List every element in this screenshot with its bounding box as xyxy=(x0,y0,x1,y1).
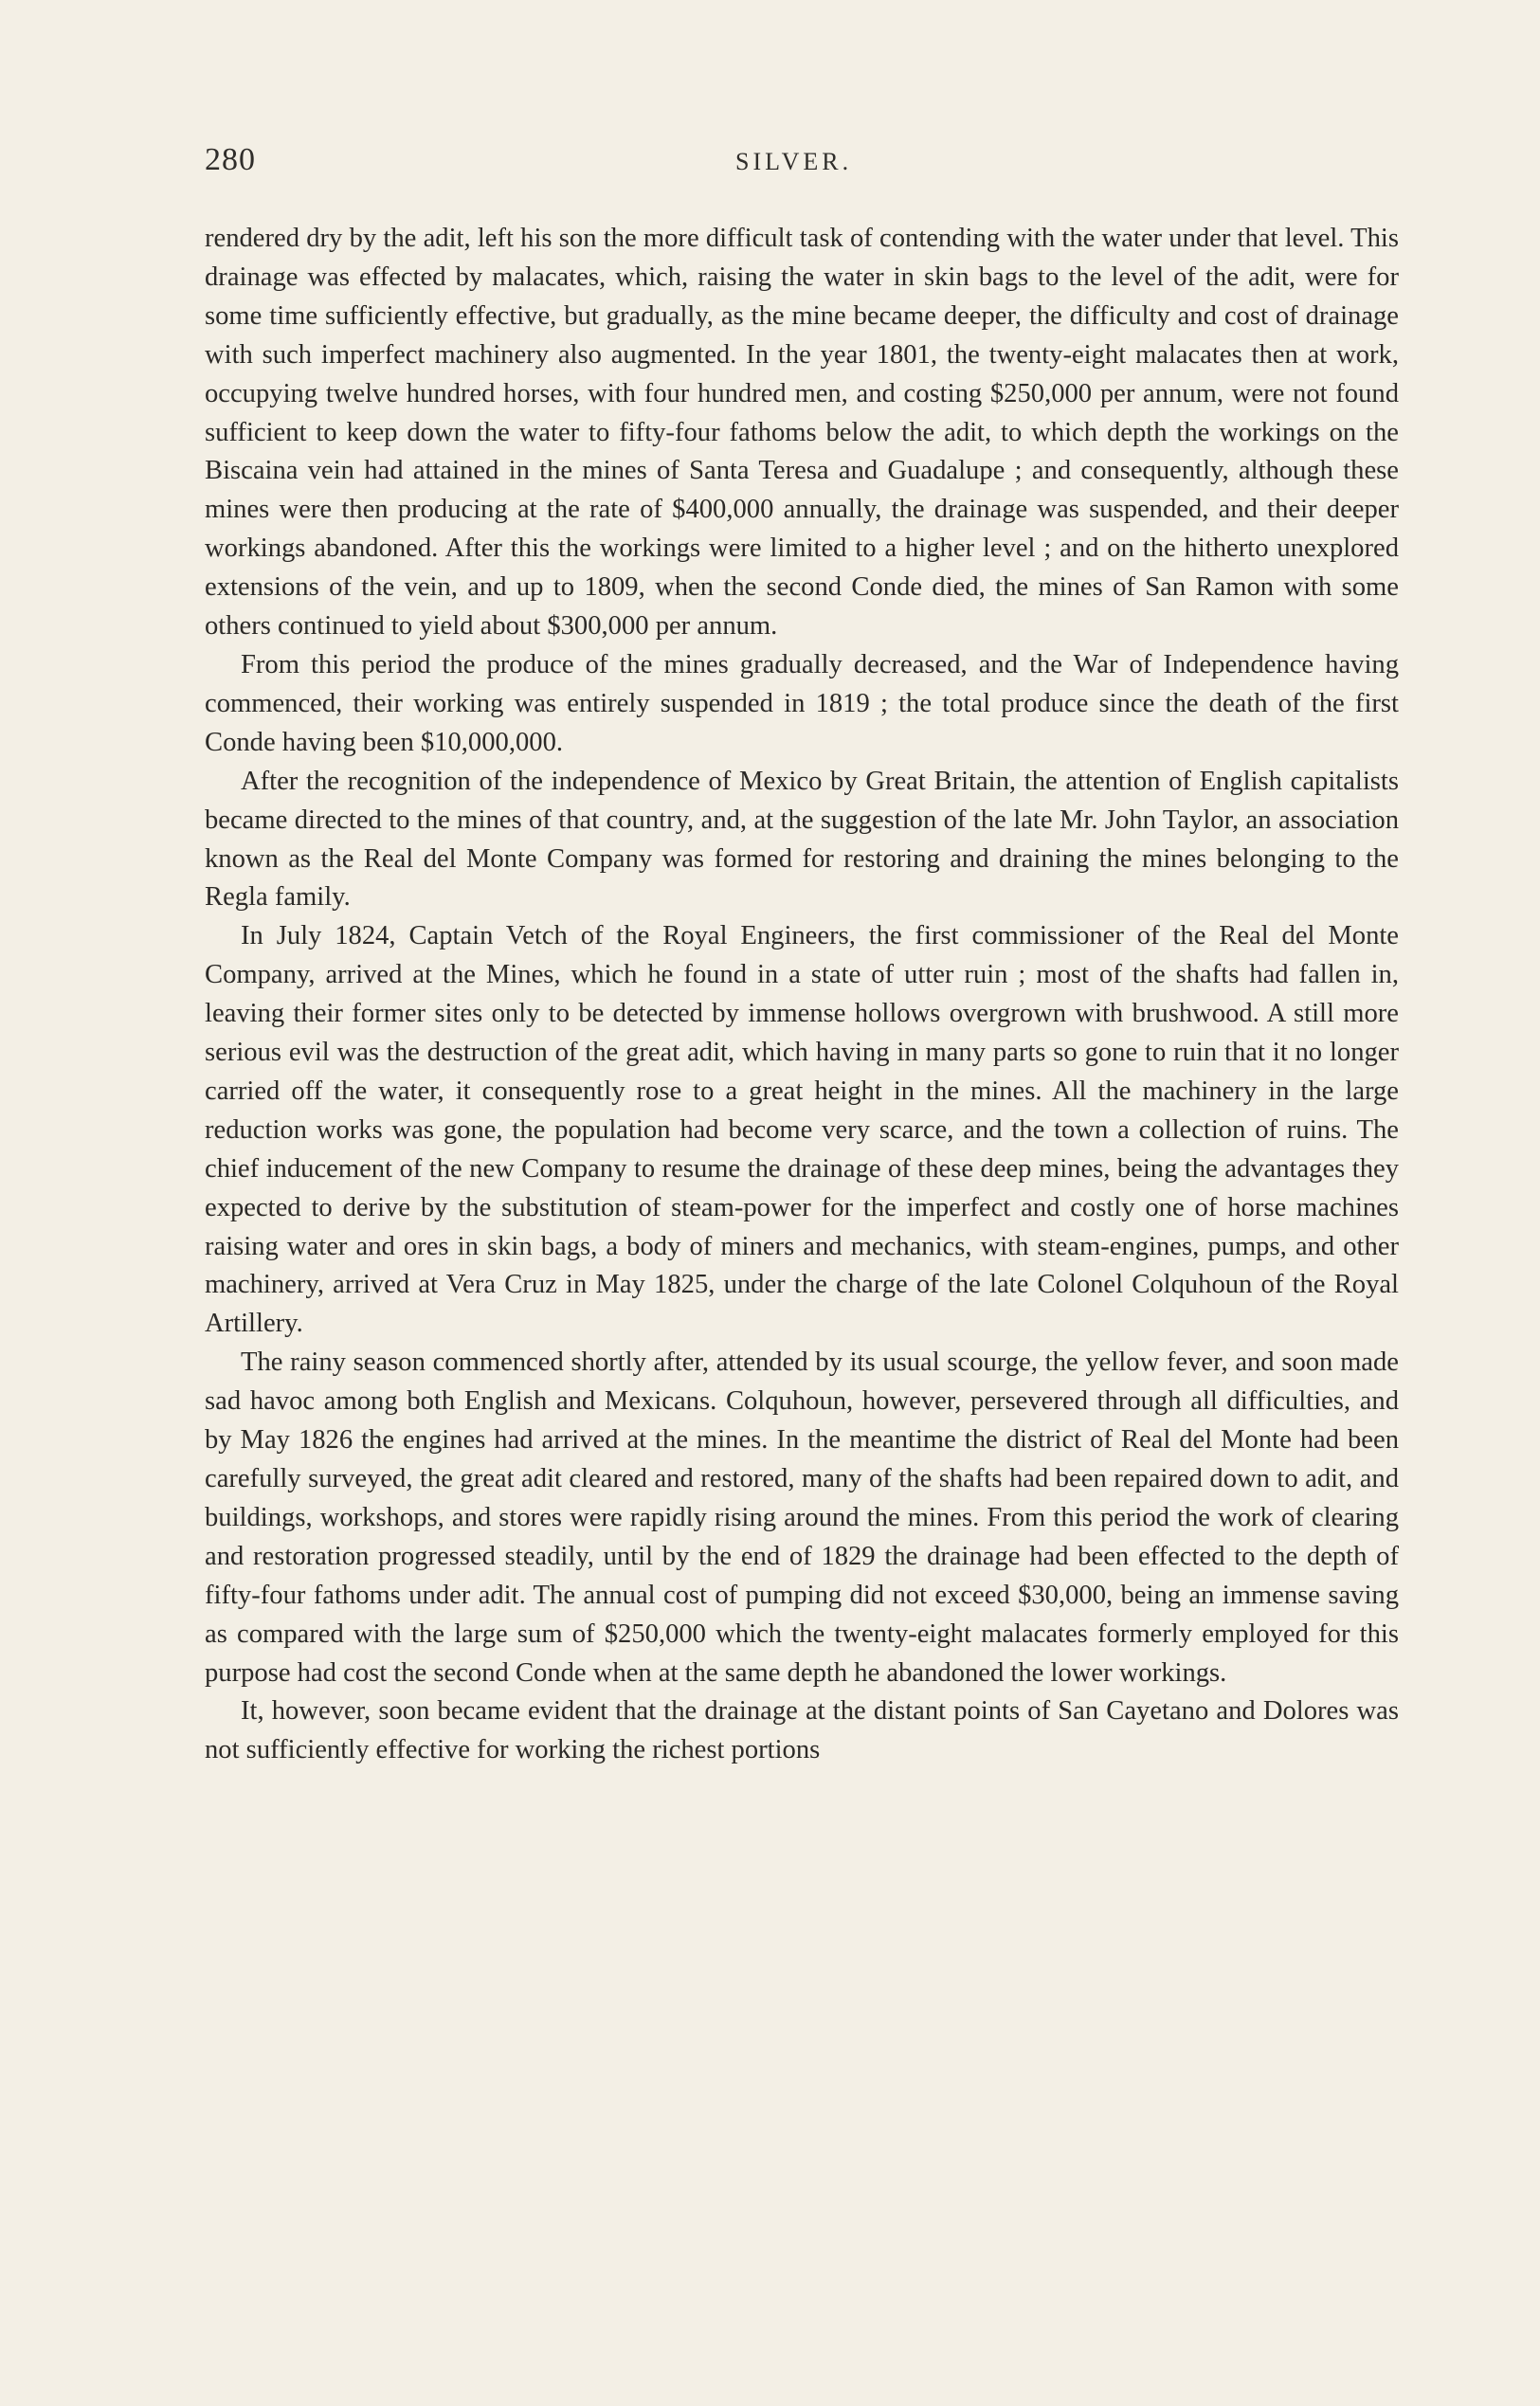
paragraph-continued: rendered dry by the adit, left his son the more difficult task of contending with the water under that level. This drainage was effected by malacates, which, raising the water in skin bags to the level of the adit, were for some time sufficiently effective, but gradually, as the mine became deeper, the difficulty and cost of drainage with such imperfect machinery also augmented. In the year 1801, the twenty-eight malacates then at work, occupying twelve hundred horses, with four hundred men, and costing $250,000 per annum, were not found sufficient to keep down the water to fifty-four fathoms below the adit, to which depth the workings on the Biscaina vein had attained in the mines of Santa Teresa and Guadalupe ; and consequently, although these mines were then producing at the rate of $400,000 annually, the drainage was suspended, and their deeper workings abandoned. After this the workings were limited to a higher level ; and on the hitherto unexplored extensions of the vein, and up to 1809, when the second Conde died, the mines of San Ramon with some others continued to yield about $300,000 per annum. xyxy=(205,224,1399,642)
paragraph: The rainy season commenced shortly after, attended by its usual scourge, the yellow fever, and soon made sad havoc among both English and Mexicans. Colquhoun, however, persevered through all difficulties, and by May 1826 the engines had arrived at the mines. In the meantime the district of Real del Monte had been carefully surveyed, the great adit cleared and restored, many of the shafts had been repaired down to adit, and buildings, workshops, and stores were rapidly rising around the mines. From this period the work of clearing and restoration progressed steadily, until by the end of 1829 the drainage had been effected to the depth of fifty-four fathoms under adit. The annual cost of pumping did not exceed $30,000, being an immense saving as compared with the large sum of $250,000 which the twenty-eight malacates formerly employed for this purpose had cost the second Conde when at the same depth he abandoned the lower workings. xyxy=(205,1348,1399,1688)
paragraph: In July 1824, Captain Vetch of the Royal Engineers, the first commissioner of the Real del Monte Company, arrived at the Mines, which he found in a state of utter ruin ; most of the shafts had fallen in, leaving their former sites only to be detected by immense hollows overgrown with brushwood. A still more serious evil was the destruction of the great adit, which having in many parts so gone to ruin that it no longer carried off the water, it consequently rose to a great height in the mines. All the machinery in the large reduction works was gone, the population had become very scarce, and the town a collection of ruins. The chief inducement of the new Company to resume the drainage of these deep mines, being the advantages they expected to derive by the substitution of steam-power for the imperfect and costly one of horse machines raising water and ores in skin bags, a body of miners and mechanics, with steam-engines, pumps, and other machinery, arrived at Vera Cruz in May 1825, under the charge of the late Colonel Colquhoun of the Royal Artillery. xyxy=(205,921,1399,1339)
body-text xyxy=(205,220,1399,1770)
running-title: SILVER. xyxy=(735,148,853,175)
paragraph: It, however, soon became evident that the drainage at the distant points of San Cayetano and Dolores was not sufficiently effective for working the richest portions xyxy=(205,1696,1399,1765)
paragraph: After the recognition of the independence of Mexico by Great Britain, the attention of English capitalists became directed to the mines of that country, and, at the suggestion of the late Mr. John Taylor, an association known as the Real del Monte Company was formed for restoring and draining the mines belonging to the Regla family. xyxy=(205,766,1399,913)
page-header xyxy=(205,142,1399,190)
page-number: 280 xyxy=(205,142,256,177)
paragraph: From this period the produce of the mines gradually decreased, and the War of Independence having commenced, their working was entirely suspended in 1819 ; the total produce since the death of the first Conde having been $10,000,000. xyxy=(205,649,1399,757)
